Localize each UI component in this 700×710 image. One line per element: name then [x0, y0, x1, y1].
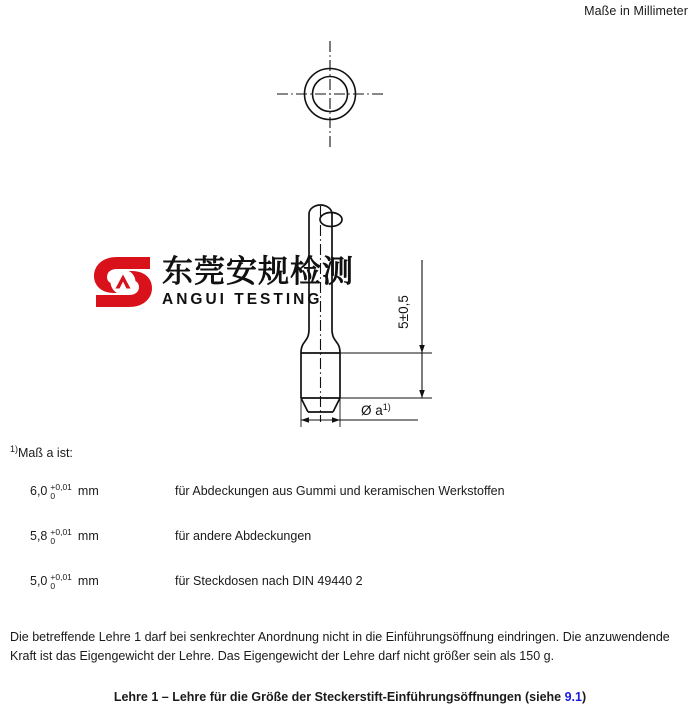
footnote-heading-text: Maß a ist:: [18, 446, 73, 460]
tolerance-limits: [50, 483, 72, 500]
tolerance-nominal: 5,0: [30, 574, 48, 588]
tolerance-unit: mm: [77, 529, 99, 543]
technical-drawing: [0, 22, 700, 442]
watermark-logo: [93, 246, 358, 318]
tolerance-upper: +0,01: [50, 482, 72, 492]
tolerance-lower: 0: [50, 535, 56, 546]
shoulder-fillet-right: [332, 329, 340, 353]
tolerance-row: [30, 484, 670, 529]
tolerance-value-cell: [30, 529, 175, 550]
tolerance-unit: mm: [77, 574, 99, 588]
diameter-label-footnote: 1): [382, 402, 391, 412]
units-note: Maße in Millimeter: [584, 4, 688, 18]
tolerance-value-cell: [30, 484, 175, 505]
tolerance-limits: [50, 528, 72, 545]
logo-text-block: [162, 253, 354, 308]
angui-logo-icon: [93, 253, 153, 311]
diameter-dimension-label: [361, 402, 391, 418]
tolerance-table: [30, 484, 670, 619]
tolerance-value-cell: [30, 574, 175, 595]
tolerance-description: für Abdeckungen aus Gummi und keramischen Werkstoffen: [175, 484, 505, 498]
diameter-label-text: Ø a: [361, 403, 383, 418]
tolerance-nominal: 5,8: [30, 529, 48, 543]
footnote-heading: [10, 444, 73, 460]
tolerance-description: für Steckdosen nach DIN 49440 2: [175, 574, 363, 588]
tolerance-nominal: 6,0: [30, 484, 48, 498]
height-arrow-top: [419, 345, 425, 353]
diameter-arrow-left: [301, 417, 309, 423]
logo-english-name: ANGUI TESTING: [162, 290, 323, 308]
diameter-arrow-right: [332, 417, 340, 423]
footnote-marker: 1): [10, 444, 19, 454]
caption-text-after: ): [581, 690, 587, 704]
tolerance-lower: 0: [50, 580, 56, 591]
tolerance-row: [30, 574, 670, 619]
height-arrow-bottom: [419, 390, 425, 398]
logo-chinese-name: 东莞安规检测: [162, 253, 354, 290]
caption-text-before: Lehre 1 – Lehre für die Größe der Steckerstift-Einführungsöffnungen (siehe: [113, 690, 565, 704]
body-paragraph: Die betreffende Lehre 1 darf bei senkrechter Anordnung nicht in die Einführungsöffnung eindringen. Die anzuwendende Kraft ist das Eigengewicht der Lehre. Das Eigengewicht der Lehre darf nicht größer sein als 150 g.: [10, 630, 670, 663]
tolerance-limits: [50, 573, 72, 590]
figure-caption: [0, 690, 700, 704]
tolerance-description: für andere Abdeckungen: [175, 529, 312, 543]
chamfer-left: [301, 398, 308, 412]
tolerance-lower: 0: [50, 490, 56, 501]
drawing-canvas: [0, 22, 700, 442]
tolerance-unit: mm: [77, 484, 99, 498]
top-view-group: [277, 41, 383, 147]
stem-top-ellipse: [320, 213, 342, 227]
tolerance-upper: +0,01: [50, 572, 72, 582]
height-dimension-label: 5±0,5: [396, 295, 411, 329]
tolerance-row: [30, 529, 670, 574]
logo-mark-svg: [93, 253, 153, 311]
logo-circle: [111, 270, 136, 295]
tolerance-upper: +0,01: [50, 527, 72, 537]
shoulder-fillet-left: [301, 329, 309, 353]
caption-section-link[interactable]: 9.1: [564, 690, 582, 704]
chamfer-right: [333, 398, 340, 412]
